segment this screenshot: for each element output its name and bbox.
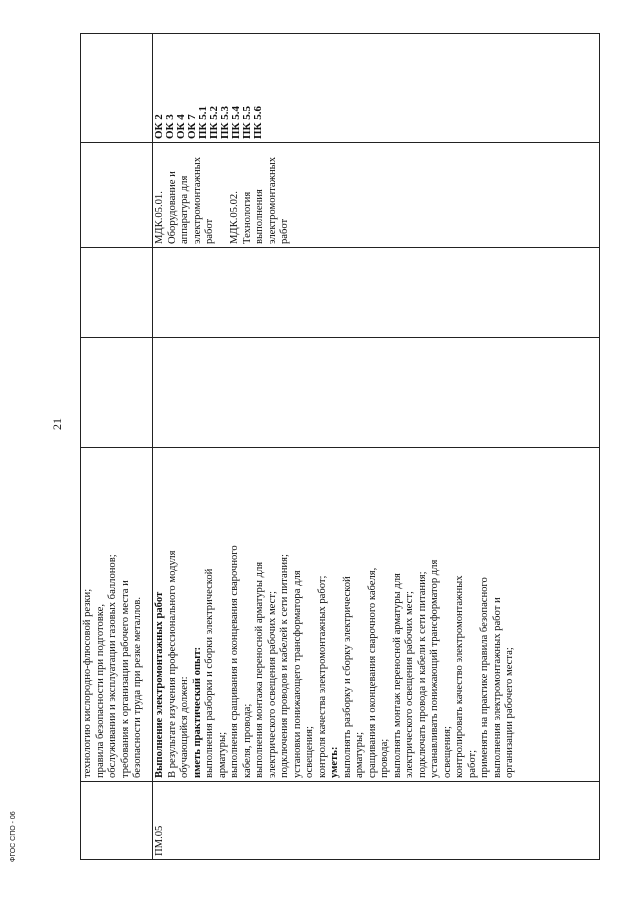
competency-code: ПК 5.5 <box>241 105 253 139</box>
pm-text-line: сращивания и оконцевания сварочного кабеля, <box>366 567 378 778</box>
pm-text-line: контроля качества электромонтажных работ; <box>316 575 328 778</box>
continuation-text-line: технологию кислородно-флюсовой резки; <box>82 588 93 778</box>
continuation-text-line: обслуживании и эксплуатации газовых баллонов; <box>107 554 118 778</box>
competency-code: ОК 3 <box>164 114 176 139</box>
pm-text-line: кабеля, провода; <box>241 703 253 778</box>
course-cell-empty <box>81 143 153 248</box>
competencies-cell <box>153 34 600 143</box>
continuation-text-line: безопасности труда при резке металлов. <box>132 596 143 778</box>
pm-text-line: применять на практике правила безопасного <box>479 577 490 778</box>
rotated-table-container <box>80 34 600 860</box>
mdk-courses-cell <box>153 143 600 248</box>
mdk-text-line: Оборудование и <box>166 171 178 244</box>
competency-code: ПК 5.1 <box>197 105 209 139</box>
pm-text-line: выполнения разборки и сборки электрической <box>204 568 215 778</box>
hours-class-cell <box>153 248 600 338</box>
mdk-text-line: электромонтажных <box>266 156 278 244</box>
mdk-text-line: работ <box>204 218 215 244</box>
pm-text-line: выполнения монтажа переносной арматуры для <box>254 561 265 778</box>
mdk-text-line: работ <box>279 218 290 244</box>
mdk-text-line: электромонтажных <box>191 156 203 244</box>
pm-text-line: выполнять разборку и сборку электрической <box>341 576 353 778</box>
competency-code: ОК 4 <box>175 114 187 139</box>
pm-text-line: работ; <box>466 749 478 778</box>
pm-text-line: обучающийся должен: <box>179 676 190 778</box>
pm-text-line: электрического освещения рабочих мест; <box>404 591 415 778</box>
pm-text-line: контролировать качество электромонтажных <box>454 575 465 778</box>
pm-text-line: освещения; <box>441 726 453 778</box>
competency-code: ПК 5.4 <box>230 105 242 139</box>
continuation-text-line: требования к организации рабочего места и <box>119 580 131 778</box>
mdk-text-line: Технология <box>241 191 253 244</box>
continuation-text-cell <box>81 448 153 782</box>
mdk-text-line: МДК.05.02. <box>229 191 240 244</box>
competency-cell-empty <box>81 34 153 143</box>
pm-text-line: подключения проводов и кабелей к сети питания; <box>279 554 290 778</box>
table-row-continuation <box>81 34 153 860</box>
mdk-text-line <box>217 146 230 244</box>
code-cell-empty <box>81 782 153 860</box>
pm-code-cell: ПМ.05 <box>153 782 600 860</box>
pm-text-line: электрического освещения рабочих мест; <box>266 591 278 778</box>
pm-text-line: устанавливать понижающий трансформатор для <box>429 559 440 778</box>
pm-text-line: Выполнение электромонтажных работ <box>154 591 165 778</box>
competency-code: ПК 5.3 <box>219 105 231 139</box>
mdk-text-line: аппаратура для <box>179 175 190 244</box>
hours-class-cell-empty <box>81 248 153 338</box>
competency-code: ОК 2 <box>153 114 165 139</box>
continuation-text-line: правила безопасности при подготовке, <box>94 603 106 778</box>
pm-text-line: арматуры; <box>216 731 228 778</box>
pm-description-cell <box>153 448 600 782</box>
competency-code: ОК 7 <box>186 114 198 139</box>
pm-text-line: освещения; <box>304 726 315 778</box>
curriculum-table <box>80 33 600 860</box>
pm-text-line: В результате изучения профессионального модуля <box>166 550 178 778</box>
hours-max-cell <box>153 338 600 448</box>
pm-text-line: подключать провода и кабели к сети питания; <box>416 571 428 778</box>
pm-text-line: провода; <box>379 738 390 778</box>
mdk-text-line: выполнения <box>254 189 265 244</box>
pm-text-line: уметь: <box>329 746 340 778</box>
pm-text-line: арматуры; <box>354 731 365 778</box>
pm-text-line: выполнения электромонтажных работ и <box>491 597 503 778</box>
page-number: 21 <box>50 418 64 430</box>
pm-text-line: выполнять монтаж переносной арматуры для <box>391 573 403 778</box>
hours-max-cell-empty <box>81 338 153 448</box>
pm-text-line: иметь практический опыт: <box>191 646 203 778</box>
pm-text-line: организации рабочего места; <box>504 647 515 778</box>
pm-text-line: выполнения сращивания и оконцевания сварочного <box>229 545 240 778</box>
competency-code: ПК 5.2 <box>208 105 220 139</box>
mdk-text-line: МДК.05.01. <box>154 191 165 244</box>
competency-code: ПК 5.6 <box>252 105 264 139</box>
pm-text-line: установки понижающего трансформатора для <box>291 570 303 778</box>
footer-code: ФГОС СПО - 06 <box>10 811 17 862</box>
table-row-pm05 <box>153 34 600 860</box>
